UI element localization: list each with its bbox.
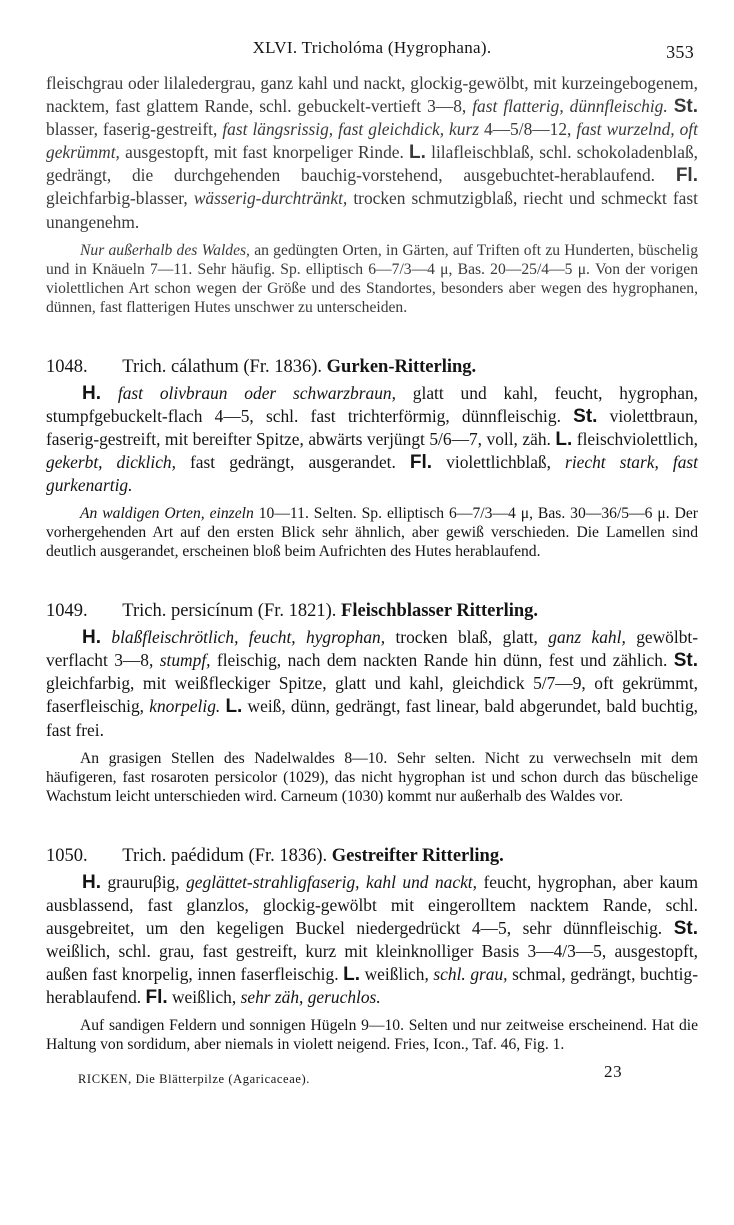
section-marker: L. <box>343 963 361 985</box>
signature-mark: 23 <box>604 1062 623 1082</box>
text-run <box>101 627 111 647</box>
entry-1049 <box>46 601 698 805</box>
section-marker: L. <box>409 142 426 164</box>
text-run: 4—5/8—12, <box>478 119 577 140</box>
section-marker: Fl. <box>675 165 698 187</box>
text-run: blasser, faserig-gestreift, <box>46 119 223 140</box>
italic-text: schl. grau, <box>433 963 508 984</box>
text-run <box>101 383 118 403</box>
text-run: fleischig, nach dem nackten Rande hin dünn, fest und zählich. <box>210 650 674 671</box>
section-marker: H. <box>82 871 101 893</box>
section-marker: St. <box>673 96 698 118</box>
entry-scientific-name: Trich. paédidum (Fr. 1836). <box>122 845 328 866</box>
text-run: weißlich, <box>167 987 241 1008</box>
entry-number: 1050. <box>46 845 88 866</box>
section-marker: L. <box>555 428 573 450</box>
section-marker: St. <box>673 917 698 939</box>
footer-source: RICKEN, Die Blätterpilze (Agaricaceae). <box>78 1072 310 1087</box>
text-run: weißlich, <box>360 963 434 984</box>
italic-text: fast längsrissig, fast gleichdick, <box>222 119 445 140</box>
text-run: weißlich, schl. grau, fast gestreift, kurz mit kleinknolliger Basis 3—4/3—5, ausgestopft, außen fast knorpelig, innen faserfleischig. <box>46 940 698 984</box>
section-marker: St. <box>573 405 598 427</box>
text-run: fleischgrau oder lilaledergrau, ganz kahl und nackt, glockig-gewölbt, mit kurzeingebogenem, nacktem, fast glattem Rande, schl. gebuckelt-vertieft 3—8, <box>46 73 698 117</box>
section-marker: Fl. <box>409 451 433 473</box>
italic-text: sehr zäh, geruchlos. <box>240 987 381 1008</box>
entry-vernacular-name: Gestreifter Ritterling. <box>331 845 504 866</box>
entry-description <box>46 871 698 1010</box>
text-run: 10—11. Selten. Sp. elliptisch 6—7/3—4 μ, Bas. 30—36/5—6 μ. Der vorhergehenden Art auf den ersten Blick sehr ähnlich, aber gewiß verschieden. Die Lamellen sind deutlich ausgerandet, erscheinen bloß beim Aufrichten des Hutes herablaufend. <box>46 505 698 561</box>
section-marker: L. <box>225 696 243 718</box>
entry-1050 <box>46 846 698 1055</box>
text-run: violettlichblaß, <box>432 451 566 472</box>
text-run: feucht, hygrophan, aber kaum ausblassend, fast glanzlos, glockig-gewölbt mit eingerolltem nacktem Rande, schl. ausgebreitet, um den kegeligen Buckel niedergedrückt 4—5, sehr dünnfleischig. <box>46 871 698 938</box>
text-run: gleichfarbig, mit weißfleckiger Spitze, glatt und kahl, gleichdick 5/7—9, oft gekrümmt, faserfleischig, <box>46 673 698 717</box>
italic-text: gekerbt, dicklich, <box>46 451 176 472</box>
italic-text: fast olivbraun oder schwarzbraun, <box>117 382 396 403</box>
text-run: An grasigen Stellen des Nadelwaldes 8—10. Sehr selten. Nicht zu verwechseln mit dem häufigeren, fast rosaroten persicolor (1029), das nicht hygrophan ist und schon durch das büschelige Wachstum leicht unterschieden wird. Carneum (1030) kommt nur außerhalb des Waldes vor. <box>46 749 698 805</box>
section-marker: H. <box>82 382 101 404</box>
continuation-block <box>46 72 698 317</box>
text-run: schmal, gedrängt, buchtig-herablaufend. <box>46 963 698 1008</box>
entry-heading <box>46 846 698 867</box>
italic-text: fast wurzelnd, oft gekrümmt, <box>46 119 698 163</box>
text-run: an gedüngten Orten, in Gärten, auf Triften oft zu Hunderten, büschelig und in Knäueln 7—11. Sehr häufig. Sp. elliptisch 6—7/3—4 μ, Bas. 20—25/4—5 μ. Von der vorigen violettlichen Art schon wegen der Größe und des Standortes, besonders aber wegen des hygrophanen, dünnen, fast flatterigen Hutes unschwer zu unterscheiden. <box>46 241 698 316</box>
text-run: Auf sandigen Feldern und sonnigen Hügeln 9—10. Selten und nur zeitweise erscheinend. Hat die Haltung von sordidum, aber niemals in violett neigend. Fries, Icon., Taf. 46, Fig. 1. <box>46 1017 698 1054</box>
text-run: fleischviolettlich, <box>572 428 698 449</box>
running-title: XLVI. Tricholóma (Hygrophana). <box>252 38 492 57</box>
text-run: glatt und kahl, feucht, hygrophan, stumpfgebuckelt-flach 4—5, schl. fast trichterförmig, dünnfleischig. <box>46 382 698 426</box>
italic-text: knorpelig. <box>149 696 221 717</box>
italic-text: geglättet-strahligfaserig, kahl und nackt, <box>186 871 477 892</box>
entry-description <box>46 382 698 497</box>
entry-1048 <box>46 357 698 561</box>
entry-scientific-name: Trich. cálathum (Fr. 1836). <box>122 356 323 377</box>
entry-vernacular-name: Gurken-Ritterling. <box>326 356 477 377</box>
section-marker: H. <box>82 627 101 649</box>
italic-text: riecht stark, fast gurkenartig. <box>46 451 699 496</box>
text-run: weiß, dünn, gedrängt, fast linear, bald abgerundet, bald buchtig, fast frei. <box>46 696 698 740</box>
text-run: violettbraun, faserig-gestreift, mit bereifter Spitze, abwärts verjüngt 5/6—7, voll, zäh. <box>46 405 698 449</box>
entry-note <box>46 504 698 561</box>
entry-description <box>46 626 698 741</box>
entry-note <box>46 1016 698 1054</box>
page-footer <box>46 1062 698 1090</box>
text-run: gleichfarbig-blasser, <box>46 188 194 209</box>
running-header <box>46 30 698 72</box>
italic-text: wässerig-durchtränkt, <box>193 188 348 209</box>
text-run: grauruβig, <box>101 871 187 892</box>
italic-text: kurz <box>449 119 479 140</box>
text-run: trocken schmutzigblaß, riecht und schmeckt fast unangenehm. <box>46 188 698 232</box>
text-run: ausgestopft, mit fast knorpeliger Rinde. <box>119 142 410 163</box>
section-marker: St. <box>673 650 698 672</box>
italic-text: blaßfleischrötlich, feucht, hygrophan, <box>111 627 386 648</box>
italic-text: stumpf, <box>159 650 211 671</box>
text-run: lilafleischblaß, schl. schokoladenblaß, gedrängt, die durchgehenden bauchig-vorstehend, ausgebuchtet-herablaufend. <box>46 142 698 186</box>
entry-vernacular-name: Fleischblasser Ritterling. <box>341 601 539 622</box>
entry-heading <box>46 601 698 622</box>
continuation-description <box>46 72 698 234</box>
text-run: fast gedrängt, ausgerandet. <box>175 451 410 472</box>
entry-heading <box>46 357 698 378</box>
section-marker: Fl. <box>145 987 168 1009</box>
italic-text: fast flatterig, dünnfleischig. <box>472 96 668 117</box>
entry-number: 1048. <box>46 356 88 377</box>
entry-note <box>46 749 698 806</box>
text-run: trocken blaß, glatt, <box>385 627 549 648</box>
italic-text: Nur außerhalb des Waldes, <box>80 241 250 259</box>
italic-text: An waldigen Orten, einzeln <box>80 505 254 523</box>
italic-text: ganz kahl, <box>548 627 626 648</box>
entry-scientific-name: Trich. persicínum (Fr. 1821). <box>122 601 337 622</box>
text-run: gewölbt-verflacht 3—8, <box>46 627 699 671</box>
entry-number: 1049. <box>46 601 88 622</box>
page-number: 353 <box>666 42 694 62</box>
continuation-note <box>46 241 698 317</box>
